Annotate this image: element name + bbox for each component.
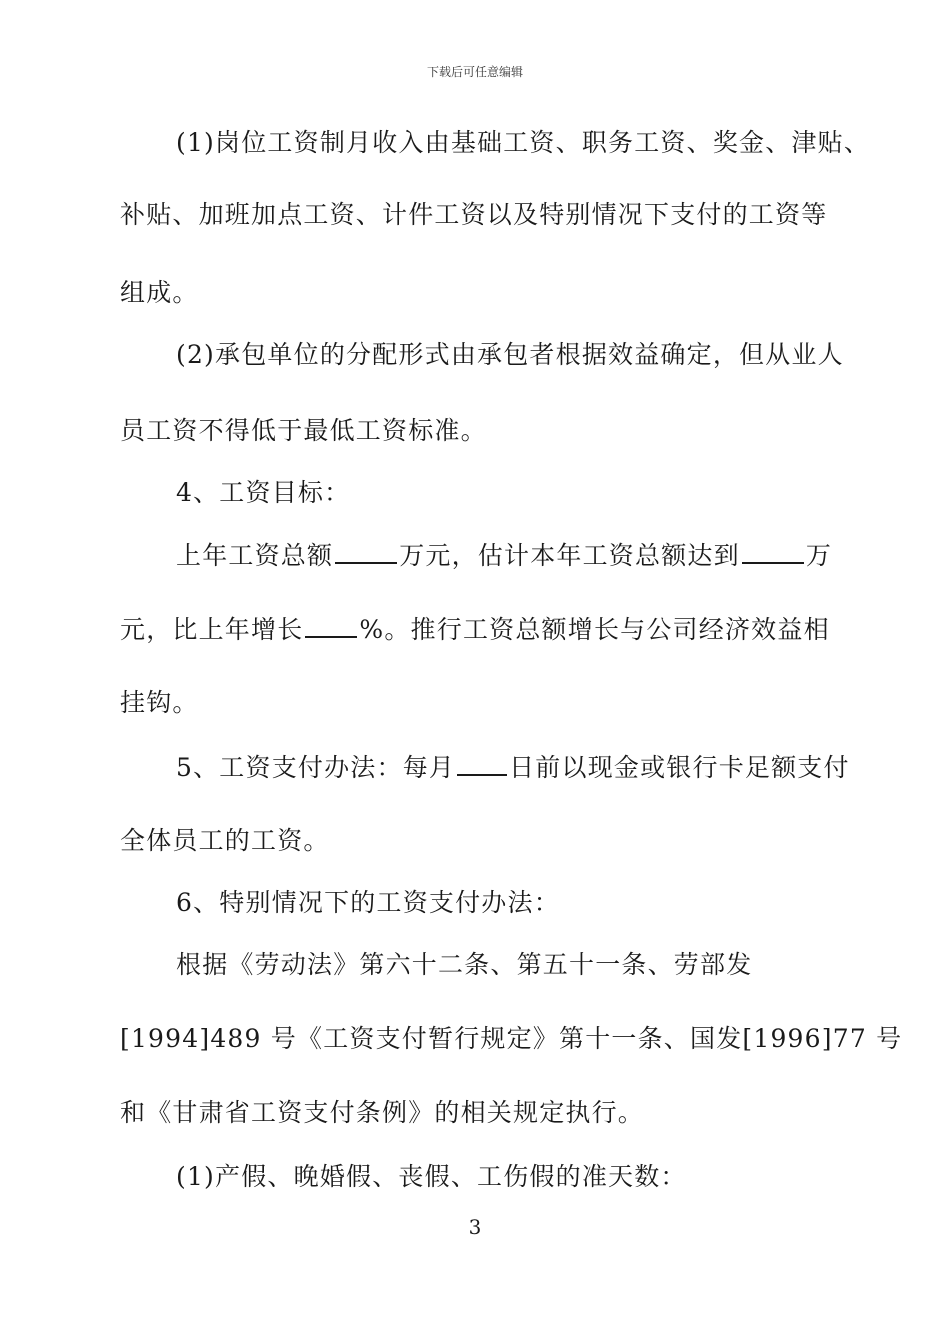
paragraph-2-line-2: 员工资不得低于最低工资标准。 (120, 416, 487, 445)
paragraph-4-line-1-part-b: 万元，估计本年工资总额达到 (399, 541, 740, 570)
paragraph-5-line-1-part-b: 日前以现金或银行卡足额支付 (509, 753, 850, 782)
paragraph-1-line-2: 补贴、加班加点工资、计件工资以及特别情况下支付的工资等 (120, 200, 828, 229)
paragraph-8-line-1: (1)产假、晚婚假、丧假、工伤假的准天数： (176, 1162, 687, 1191)
paragraph-7-line-1: 根据《劳动法》第六十二条、第五十一条、劳部发 (176, 950, 753, 979)
paragraph-7-line-3: 和《甘肃省工资支付条例》的相关规定执行。 (120, 1098, 645, 1127)
paragraph-5-line-1 (176, 750, 880, 785)
paragraph-1-line-3: 组成。 (120, 278, 199, 307)
paragraph-5-line-1-part-a: 5、工资支付办法：每月 (176, 753, 456, 782)
blank-pay-day (457, 750, 507, 776)
page-number: 3 (468, 1215, 482, 1239)
paragraph-4-line-2-part-b: %。推行工资总额增长与公司经济效益相 (359, 615, 830, 644)
section-6-heading: 6、特别情况下的工资支付办法： (176, 888, 560, 917)
paragraph-7-line-2: [1994]489 号《工资支付暂行规定》第十一条、国发[1996]77 号 (120, 1024, 903, 1053)
paragraph-2-line-1: (2)承包单位的分配形式由承包者根据效益确定，但从业人 (176, 340, 844, 369)
blank-last-year-total (335, 538, 397, 564)
paragraph-4-line-2-part-a: 元，比上年增长 (120, 615, 304, 644)
paragraph-4-line-2 (120, 612, 880, 647)
page-header: 下载后可任意编辑 (426, 65, 523, 79)
blank-this-year-total (742, 538, 804, 564)
paragraph-4-line-1-part-a: 上年工资总额 (176, 541, 334, 570)
blank-growth-percent (305, 612, 357, 638)
paragraph-4-line-1 (176, 538, 880, 573)
paragraph-4-line-3: 挂钩。 (120, 688, 199, 717)
paragraph-1-line-1: (1)岗位工资制月收入由基础工资、职务工资、奖金、津贴、 (176, 128, 871, 157)
paragraph-5-line-2: 全体员工的工资。 (120, 826, 330, 855)
paragraph-4-line-1-part-c: 万 (805, 541, 833, 570)
section-4-heading: 4、工资目标： (176, 478, 351, 507)
